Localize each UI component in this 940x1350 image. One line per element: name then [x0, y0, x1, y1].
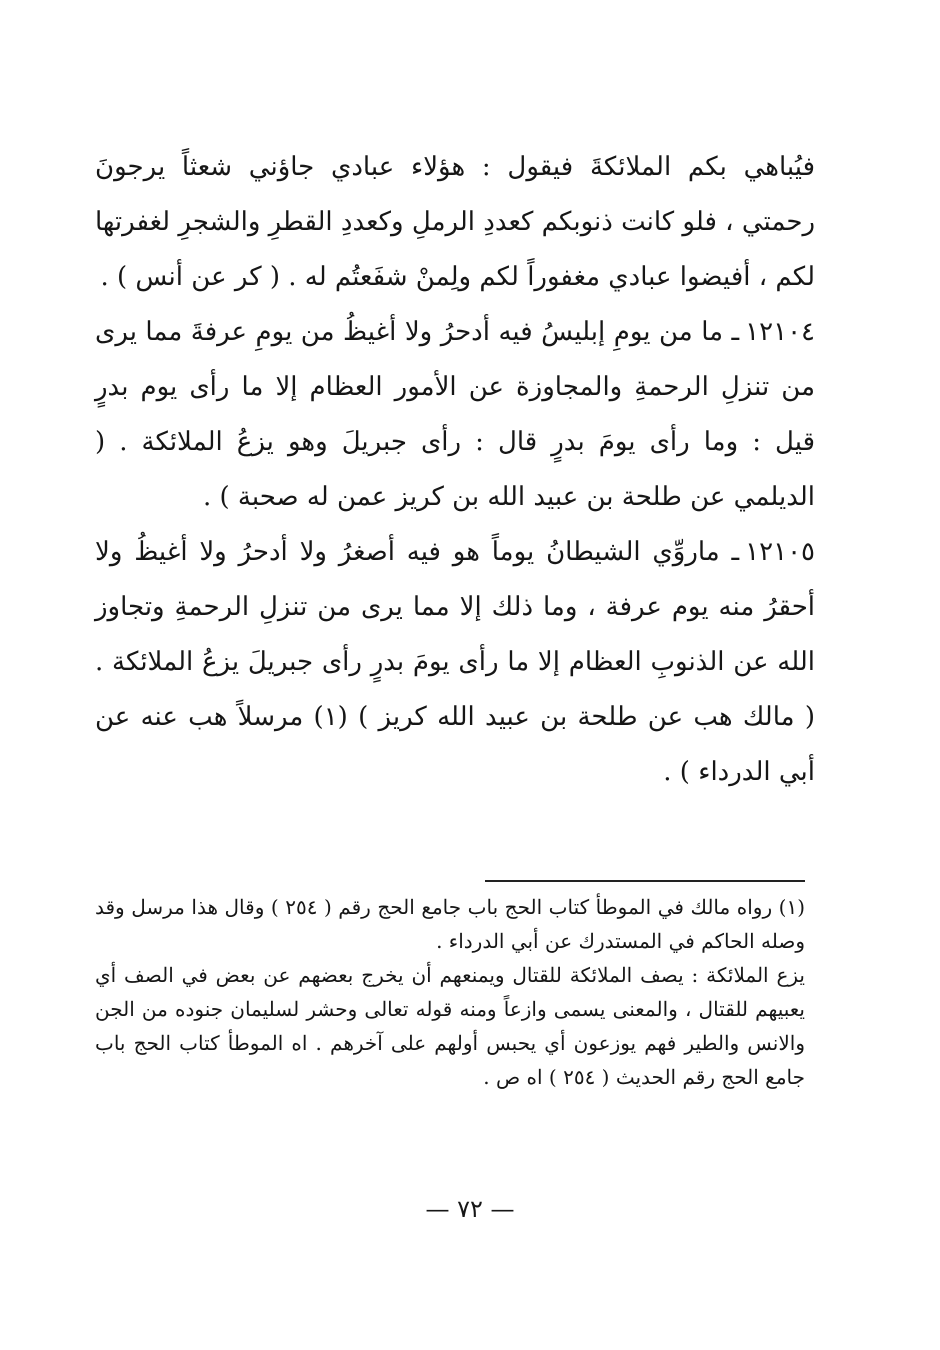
footnotes-block [95, 890, 805, 1094]
hadith-number: ١٢١٠٤ [745, 317, 815, 347]
hadith-number: ١٢١٠٥ [745, 537, 815, 567]
hadith-12105 [95, 525, 815, 800]
page-number: — ٧٢ — [425, 1195, 515, 1223]
hadith-text: ـ ماروِّي الشيطانُ يوماً هو فيه أصغرُ ولا أدحرُ ولا أغيظُ ولا أحقرُ منه يوم عرفة ، وما ذلك إلا مما يرى من تنزلِ الرحمةِ وتجاوز الله عن الذنوبِ العظام إلا ما رأى يومَ بدرٍ رأى جبريلَ يزعُ الملائكة . ( مالك هب عن طلحة بن عبيد الله كريز ) (١) مرسلاً هب عنه عن أبي الدرداء ) . [95, 537, 815, 787]
footnote-text: رواه مالك في الموطأ كتاب الحج باب جامع الحج رقم ( ٢٥٤ ) وقال هذا مرسل وقد وصله الحاكم في المستدرك عن أبي الدرداء . [95, 895, 805, 953]
footnote-divider [485, 880, 805, 882]
footnote-marker: (١) [778, 895, 806, 919]
hadith-12104 [95, 305, 815, 525]
footnote-note-text: يزع الملائكة : يصف الملائكة للقتال ويمنعهم أن يخرج بعضهم عن بعض في الصف أي يعبيهم للقتال ، والمعنى يسمى وازعاً ومنه قوله تعالى وحشر لسليمان جنوده من الجن والانس والطير فهم يوزعون أي يحبس أولهم على آخرهم . اه الموطأ كتاب الحج باب جامع الحج رقم الحديث ( ٢٥٤ ) اه ص . [95, 963, 805, 1089]
footnote-note [95, 958, 805, 1094]
main-text-block [95, 140, 815, 800]
footnote-1 [95, 890, 805, 958]
paragraph-continuation: فيُباهي بكم الملائكةَ فيقول : هؤلاء عبادي جاؤني شعثاً يرجونَ رحمتي ، فلو كانت ذنوبكم كعددِ الرملِ وكعددِ القطرِ والشجرِ لغفرتها لكم ، أفيضوا عبادي مغفوراً لكم ولِمنْ شفَعتُم له . ( كر عن أنس ) . [95, 152, 815, 292]
hadith-text: ـ ما من يومِ إبليسُ فيه أدحرُ ولا أغيظُ من يومِ عرفةَ مما يرى من تنزلِ الرحمةِ والمجاوزة عن الأمور العظام إلا ما رأى يوم بدرٍ قيل : وما رأى يومَ بدرٍ قال : رأى جبريلَ وهو يزعُ الملائكة . ( الديلمي عن طلحة بن عبيد الله بن كريز عمن له صحبة ) . [95, 317, 815, 512]
